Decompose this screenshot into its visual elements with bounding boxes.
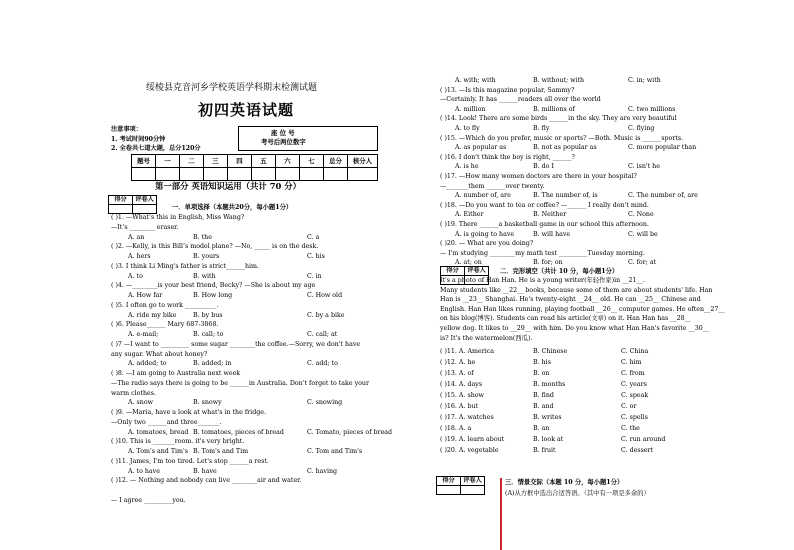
answer-option: B. on: [533, 370, 550, 377]
cloze-line: Han is __23__ Shanghai. He's twenty-eight __24__ old. He can __25__ Chinese and: [440, 296, 701, 304]
cloze-question: ( )20. A. vegetable: [440, 447, 499, 454]
answer-option: B. with: [193, 272, 216, 280]
answer-option: C. in: [307, 272, 322, 280]
question-line: ( )15. —Which do you prefer, music or sports? —Both. Music is ______sports.: [440, 134, 684, 142]
answer-option: A. to: [128, 272, 143, 280]
cloze-question: ( )14. A. days: [440, 381, 483, 388]
question-line: ( )4. —________is your best friend, Becky? —She is about my age: [111, 282, 316, 290]
answer-option: C. None: [628, 211, 654, 219]
answer-option: C. China: [621, 348, 649, 355]
question-line: ( )14. Look! There are some birds ______in the sky. They are very beautiful: [440, 115, 677, 123]
answer-option: C. flying: [628, 125, 655, 132]
grader-score-label: 得分: [109, 196, 133, 205]
answer-option: C. Tomato, pieces of bread: [307, 428, 393, 436]
question-line: ( )2. —Kelly, is this Bill’s model plane? —No, _____ is on the desk.: [111, 243, 319, 251]
answer-option: A. to fly: [455, 125, 480, 132]
answer-option: C. from: [621, 370, 645, 377]
question-line: — I agree _________you.: [111, 496, 186, 504]
answer-option: C. or: [621, 403, 637, 410]
question-line: ( )20. — What are you doing?: [440, 240, 534, 248]
question-line: —Only two ______and three_______.: [111, 418, 222, 426]
answer-option: B. months: [533, 381, 566, 388]
grader-blank[interactable]: [109, 205, 133, 214]
grader-name-label: 评卷人: [465, 267, 489, 276]
score-blank[interactable]: [132, 168, 156, 181]
cloze-line: yellow dog. It likes to __29__ with him. Do you know what Han Han's favorite __30__: [440, 325, 710, 332]
question-line: ( )10. This is _______room. it's very bright.: [111, 438, 245, 446]
cloze-line: It's a photo of Han Han. He is a young writer(年轻作家)in __21__.: [440, 277, 645, 284]
grader-blank[interactable]: [437, 486, 461, 495]
grader-blank[interactable]: [133, 205, 157, 214]
answer-option: A. snow: [128, 399, 154, 407]
question-line: ( )11. James, I'm too tired. Let's stop ______a rest.: [111, 457, 269, 465]
answer-option: A. Either: [455, 211, 484, 219]
cloze-question: ( )12. A. he: [440, 359, 476, 366]
grader-blank[interactable]: [461, 486, 485, 495]
answer-option: A. is going to have: [455, 230, 515, 238]
answer-option: A. an: [128, 233, 145, 241]
school-heading: 绥棱县克音河乡学校英语学科期末检测试题: [146, 83, 318, 93]
grader-box: [436, 476, 485, 495]
grader-score-label: 得分: [441, 267, 465, 276]
answer-option: C. his: [307, 253, 325, 260]
answer-option: B. How long: [193, 292, 233, 299]
answer-option: C. more popular than: [628, 144, 697, 152]
score-blank[interactable]: [156, 168, 180, 181]
question-line: any sugar. What about honey?: [111, 350, 208, 358]
answer-option: B. by bus: [193, 311, 223, 319]
grader-name-label: 评卷人: [461, 477, 485, 486]
seat-sublabel: 考号后两位数字: [261, 138, 306, 147]
cloze-question: ( )18. A. a: [440, 425, 472, 432]
answer-option: B. The number of, is: [533, 192, 598, 200]
score-blank[interactable]: [276, 168, 300, 181]
answer-option: A. million: [455, 105, 486, 113]
seat-number-box: [238, 126, 378, 151]
answer-option: A. number of, are: [455, 192, 511, 200]
question-line: ( )6. Please______ Mary 687-3868.: [111, 321, 219, 329]
answer-option: B. Chinese: [533, 348, 568, 355]
answer-option: C. having: [307, 467, 338, 475]
answer-option: B. his: [533, 359, 551, 366]
answer-option: C. isn't he: [628, 163, 660, 171]
answer-option: C. spells: [621, 414, 648, 421]
note-score: 2. 全卷共七道大题，总分120分: [111, 145, 201, 153]
question-line: —It’s ________ eraser.: [111, 223, 179, 231]
score-blank[interactable]: [180, 168, 204, 181]
answer-option: A. Tom's and Tim's: [128, 448, 188, 455]
answer-option: A. tomatoes, bread: [128, 428, 189, 436]
question-line: ( )3. I think Li Ming's father is strict______him.: [111, 262, 260, 270]
answer-option: C. years: [621, 381, 647, 388]
answer-option: C. add; to: [307, 360, 338, 368]
section1-heading: 一．单项选择（本题共20分，每小题1分）: [172, 204, 293, 211]
answer-option: A. hers: [128, 253, 151, 260]
question-line: — I'm studying ________my math test _________Tuesday morning.: [440, 249, 645, 257]
question-line: —The radio says there is going to be ______in Australia. Don't forget to take your: [111, 379, 369, 387]
answer-option: B. and: [533, 403, 554, 410]
answer-option: A. with; with: [455, 77, 496, 84]
question-line: ( )5. I often go to work __________.: [111, 301, 219, 309]
answer-option: B. an: [533, 425, 550, 432]
answer-option: B. added; in: [193, 360, 232, 368]
question-line: —Certainly. It has ______readers all over the world: [440, 96, 601, 104]
section3-heading: 三．情景交际（本题 10 分，每小题1分）: [505, 479, 624, 486]
cloze-question: ( )17. A. watches: [440, 414, 494, 421]
question-line: ( )1. —What’s this in English, Miss Wang?: [111, 214, 245, 221]
question-line: ( )12. — Nothing and nobody can live ________air and water.: [111, 477, 302, 485]
answer-option: B. Tom's and Tim: [193, 448, 249, 455]
grader-score-label: 得分: [437, 477, 461, 486]
notes-heading: 注意事项：: [111, 126, 142, 133]
answer-option: B. will have: [533, 230, 571, 238]
answer-option: C. Tom and Tim's: [307, 448, 363, 455]
exam-title: 初四英语试题: [198, 101, 295, 119]
cloze-line: is? It's the watermelon(西瓜).: [440, 334, 533, 342]
answer-option: A. at; on: [455, 259, 482, 267]
answer-option: C. in; with: [628, 77, 661, 84]
answer-option: C. speak: [621, 392, 649, 399]
question-line: ( )17. —How many women doctors are there in your hospital?: [440, 173, 637, 180]
answer-option: A. ride my bike: [128, 311, 177, 319]
answer-option: C. the: [621, 425, 640, 432]
cloze-line: English. Han Han likes running, playing football __26__ computer games. He often__27__: [440, 305, 725, 313]
answer-option: B. fly: [533, 125, 550, 132]
answer-option: B. have: [193, 467, 217, 475]
score-cell: 二: [180, 155, 204, 168]
answer-option: A. to have: [128, 467, 160, 475]
score-cell: 五: [252, 155, 276, 168]
answer-option: B. snowy: [193, 399, 222, 407]
cloze-question: ( )15. A. show: [440, 392, 484, 399]
cloze-question: ( )13. A. of: [440, 370, 474, 377]
score-blank[interactable]: [204, 168, 228, 181]
answer-option: C. snowing: [307, 399, 343, 407]
answer-option: B. call; to: [193, 331, 224, 338]
answer-option: A. e-mail;: [128, 331, 159, 338]
answer-option: B. yours: [193, 253, 220, 260]
answer-option: B. find: [533, 392, 554, 399]
cloze-line: on his blog(博客). Students can read his article(文章) on it. Han Han has __28__: [440, 315, 691, 323]
section3-instruction: (A)从方框中选出合适答语。（其中有一项是多余的）: [505, 490, 650, 497]
question-line: warm clothes.: [111, 389, 157, 397]
cloze-question: ( )11. A. America: [440, 348, 495, 355]
cloze-line: Many students like __22__ books, because some of them are about students' life. Han: [440, 286, 713, 294]
score-cell: 六: [276, 155, 300, 168]
question-line: ( )18. —Do you want to tea or coffee? —______ I really don't mind.: [440, 201, 649, 209]
exam-notes: [111, 125, 201, 154]
score-cell: 七: [300, 155, 324, 168]
score-cell: 一: [156, 155, 180, 168]
score-blank[interactable]: [324, 168, 348, 181]
score-blank[interactable]: [252, 168, 276, 181]
answer-option: B. writes: [533, 414, 562, 421]
answer-option: C. for; at: [628, 259, 657, 267]
answer-option: B. do I: [533, 163, 554, 171]
answer-option: A. added; to: [128, 360, 167, 368]
cloze-question: ( )19. A. learn about: [440, 436, 505, 443]
score-cell: 核分人: [348, 155, 378, 168]
part-one-heading: 第一部分 英语知识运用（共计 70 分）: [155, 181, 302, 191]
answer-option: B. the: [193, 233, 212, 241]
answer-option: C. him: [621, 359, 642, 366]
answer-option: C. dessert: [621, 447, 654, 454]
answer-option: A. is he: [455, 163, 479, 171]
answer-option: B. tomatoes, pieces of bread: [193, 428, 284, 436]
question-line: —_______them ______over twenty.: [440, 182, 545, 190]
score-table: [131, 154, 378, 181]
answer-option: C. How old: [307, 292, 343, 299]
answer-option: B. fruit: [533, 447, 556, 454]
question-line: ( )9. —Maria, have a look at what's in the fridge.: [111, 409, 266, 416]
score-blank[interactable]: [348, 168, 378, 181]
answer-option: C. call; at: [307, 331, 338, 338]
red-divider: [500, 478, 502, 550]
answer-option: A. as popular as: [455, 144, 507, 152]
answer-option: B. millions of: [533, 105, 575, 113]
grader-name-label: 评卷人: [133, 196, 157, 205]
answer-option: C. The number of, are: [628, 192, 698, 200]
section2-heading: 二．完形填空（共计 10 分，每小题1分）: [500, 268, 619, 275]
question-line: ( )19. There ______a basketball game in our school this afternoon.: [440, 221, 649, 228]
answer-option: A. How far: [128, 292, 163, 299]
score-cell: 四: [228, 155, 252, 168]
note-time: 1. 考试时间90分钟: [111, 135, 166, 143]
score-cell: 总分: [324, 155, 348, 168]
answer-option: C. run around: [621, 436, 666, 443]
grader-box: [108, 195, 157, 214]
question-line: ( )8. —I am going to Australia next week: [111, 370, 241, 377]
score-cell: 题号: [132, 155, 156, 168]
seat-label: 座 位 号: [271, 129, 295, 137]
answer-option: C. a: [307, 233, 320, 241]
answer-option: C. two millions: [628, 105, 676, 113]
score-blank[interactable]: [228, 168, 252, 181]
answer-option: B. without; with: [533, 77, 585, 84]
answer-option: B. not as popular as: [533, 144, 597, 152]
cloze-question: ( )16. A. but: [440, 403, 479, 410]
answer-option: C. will be: [628, 230, 658, 238]
answer-option: B. Neither: [533, 211, 567, 219]
score-cell: 三: [204, 155, 228, 168]
question-line: ( )16. I don't think the boy is right, ______?: [440, 153, 575, 161]
answer-option: B. for; on: [533, 259, 563, 267]
score-blank[interactable]: [300, 168, 324, 181]
answer-option: B. look at: [533, 436, 564, 443]
question-line: ( )13. —Is this magazine popular, Sammy?: [440, 86, 575, 94]
question-line: ( )7 —I want to _________ some sugar ________the coffee.—Sorry, we don't have: [111, 340, 361, 348]
answer-option: C. by a bike: [307, 311, 345, 319]
